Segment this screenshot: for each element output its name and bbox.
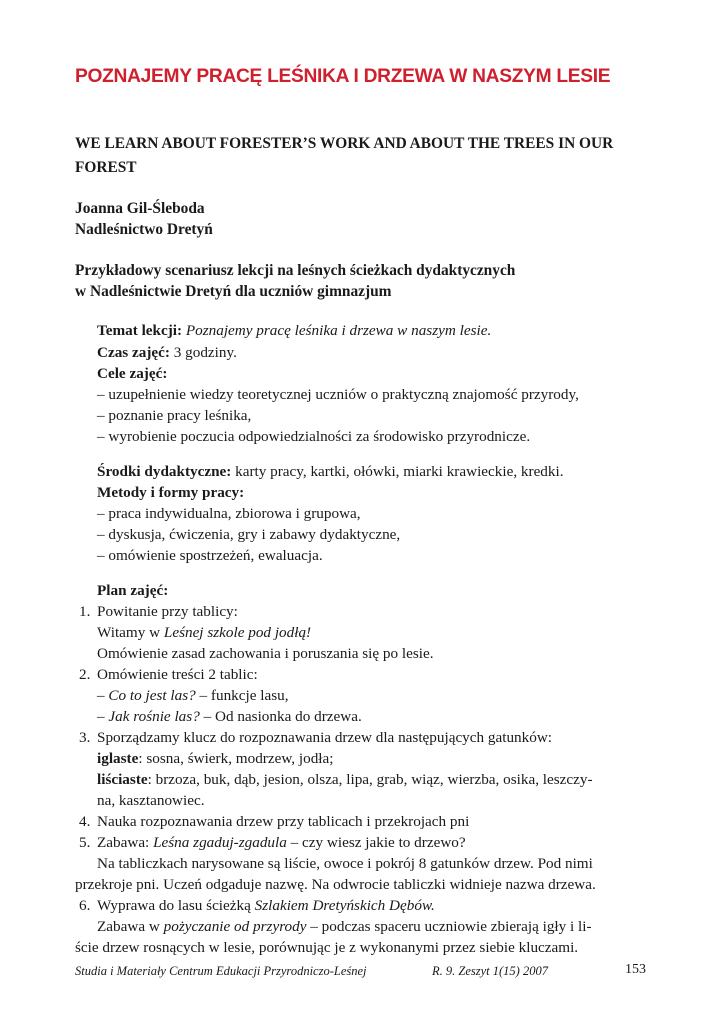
methods-label: Metody i formy pracy: [97,484,245,501]
plan-item-number: 5. [79,834,91,851]
subtitle-line-2: w Nadleśnictwie Dretyń dla uczniów gimnazjum [75,283,392,300]
plan-item-number: 3. [79,729,91,746]
plan-item-text: Omówienie treści 2 tablic: [97,666,258,683]
footer-volume: R. 9. Zeszyt 1(15) 2007 [432,964,548,978]
plan-item-number: 2. [79,666,91,683]
means-label: Środki dydaktyczne: [97,463,232,480]
goal-item: – uzupełnienie wiedzy teoretycznej uczniów o praktyczną znajomość przyrody, [97,386,579,403]
paragraph-line: przekroje pni. Uczeń odgaduje nazwę. Na odwrocie tabliczki widnieje nazwa drzewa. [75,876,596,893]
deciduous-line-cont: na, kasztanowiec. [97,792,205,809]
plan-item-text: Wyprawa do lasu ścieżką Szlakiem Dretyńskich Dębów. [97,897,435,914]
plan-label: Plan zajęć: [97,582,169,599]
topic-value: Poznajemy pracę leśnika i drzewa w naszym lesie. [185,322,492,339]
conifer-line: iglaste: sosna, świerk, modrzew, jodła; [97,750,334,767]
time-label: Czas zajęć: [97,344,170,361]
plan-item-text: Zabawa: Leśna zgaduj-zgadula – czy wiesz jakie to drzewo? [97,834,466,851]
method-item: – praca indywidualna, zbiorowa i grupowa, [97,505,361,522]
topic-label: Temat lekcji: [97,322,183,339]
means-line [97,463,564,481]
plan-item-number: 1. [79,603,91,620]
goal-item: – poznanie pracy leśnika, [97,407,252,424]
goals-label: Cele zajęć: [97,365,168,382]
time-value: 3 godziny. [173,344,237,361]
topic-line [97,322,491,340]
paragraph-line: ście drzew rosnących w lesie, porównując je z wykonanymi przez siebie kluczami. [75,939,579,956]
author-name: Joanna Gil-Śleboda [75,200,205,217]
goal-item: – wyrobienie poczucia odpowiedzialności za środowisko przyrodnicze. [97,428,531,445]
plan-item-number: 6. [79,897,91,914]
means-value: karty pracy, kartki, ołówki, miarki krawieckie, kredki. [235,463,564,480]
method-item: – dyskusja, ćwiczenia, gry i zabawy dydaktyczne, [97,526,401,543]
page-number: 153 [625,962,646,977]
paragraph-line: Na tabliczkach narysowane są liście, owoce i pokrój 8 gatunków drzew. Pod nimi [97,855,593,872]
article-title-english: WE LEARN ABOUT FORESTER’S WORK AND ABOUT THE TREES IN OUR FOREST [75,135,614,176]
deciduous-line: liściaste: brzoza, buk, dąb, jesion, olsza, lipa, grab, wiąz, wierzba, osika, leszczy- [97,771,593,788]
paragraph-line: Zabawa w pożyczanie od przyrody – podczas spaceru uczniowie zbierają igły i li- [97,918,592,935]
footer-journal: Studia i Materiały Centrum Edukacji Przyrodniczo-Leśnej [75,964,367,978]
plan-item-text: Nauka rozpoznawania drzew przy tablicach i przekrojach pni [97,813,470,830]
plan-item-sub: Omówienie zasad zachowania i poruszania się po lesie. [97,645,434,662]
method-item: – omówienie spostrzeżeń, ewaluacja. [97,547,323,564]
plan-item-text: Powitanie przy tablicy: [97,603,238,620]
plan-item-sub: – Co to jest las? – funkcje lasu, [97,687,289,704]
plan-item-text: Sporządzamy klucz do rozpoznawania drzew dla następujących gatunków: [97,729,553,746]
article-title-polish: POZNAJEMY PRACĘ LEŚNIKA I DRZEWA W NASZYM LESIE [75,66,611,87]
plan-item-sub: – Jak rośnie las? – Od nasionka do drzewa. [97,708,362,725]
author-affiliation: Nadleśnictwo Dretyń [75,221,213,238]
plan-item-number: 4. [79,813,91,830]
plan-item-sub: Witamy w Leśnej szkole pod jodłą! [97,624,312,641]
time-line [97,344,237,362]
subtitle-line-1: Przykładowy scenariusz lekcji na leśnych ścieżkach dydaktycznych [75,262,516,279]
